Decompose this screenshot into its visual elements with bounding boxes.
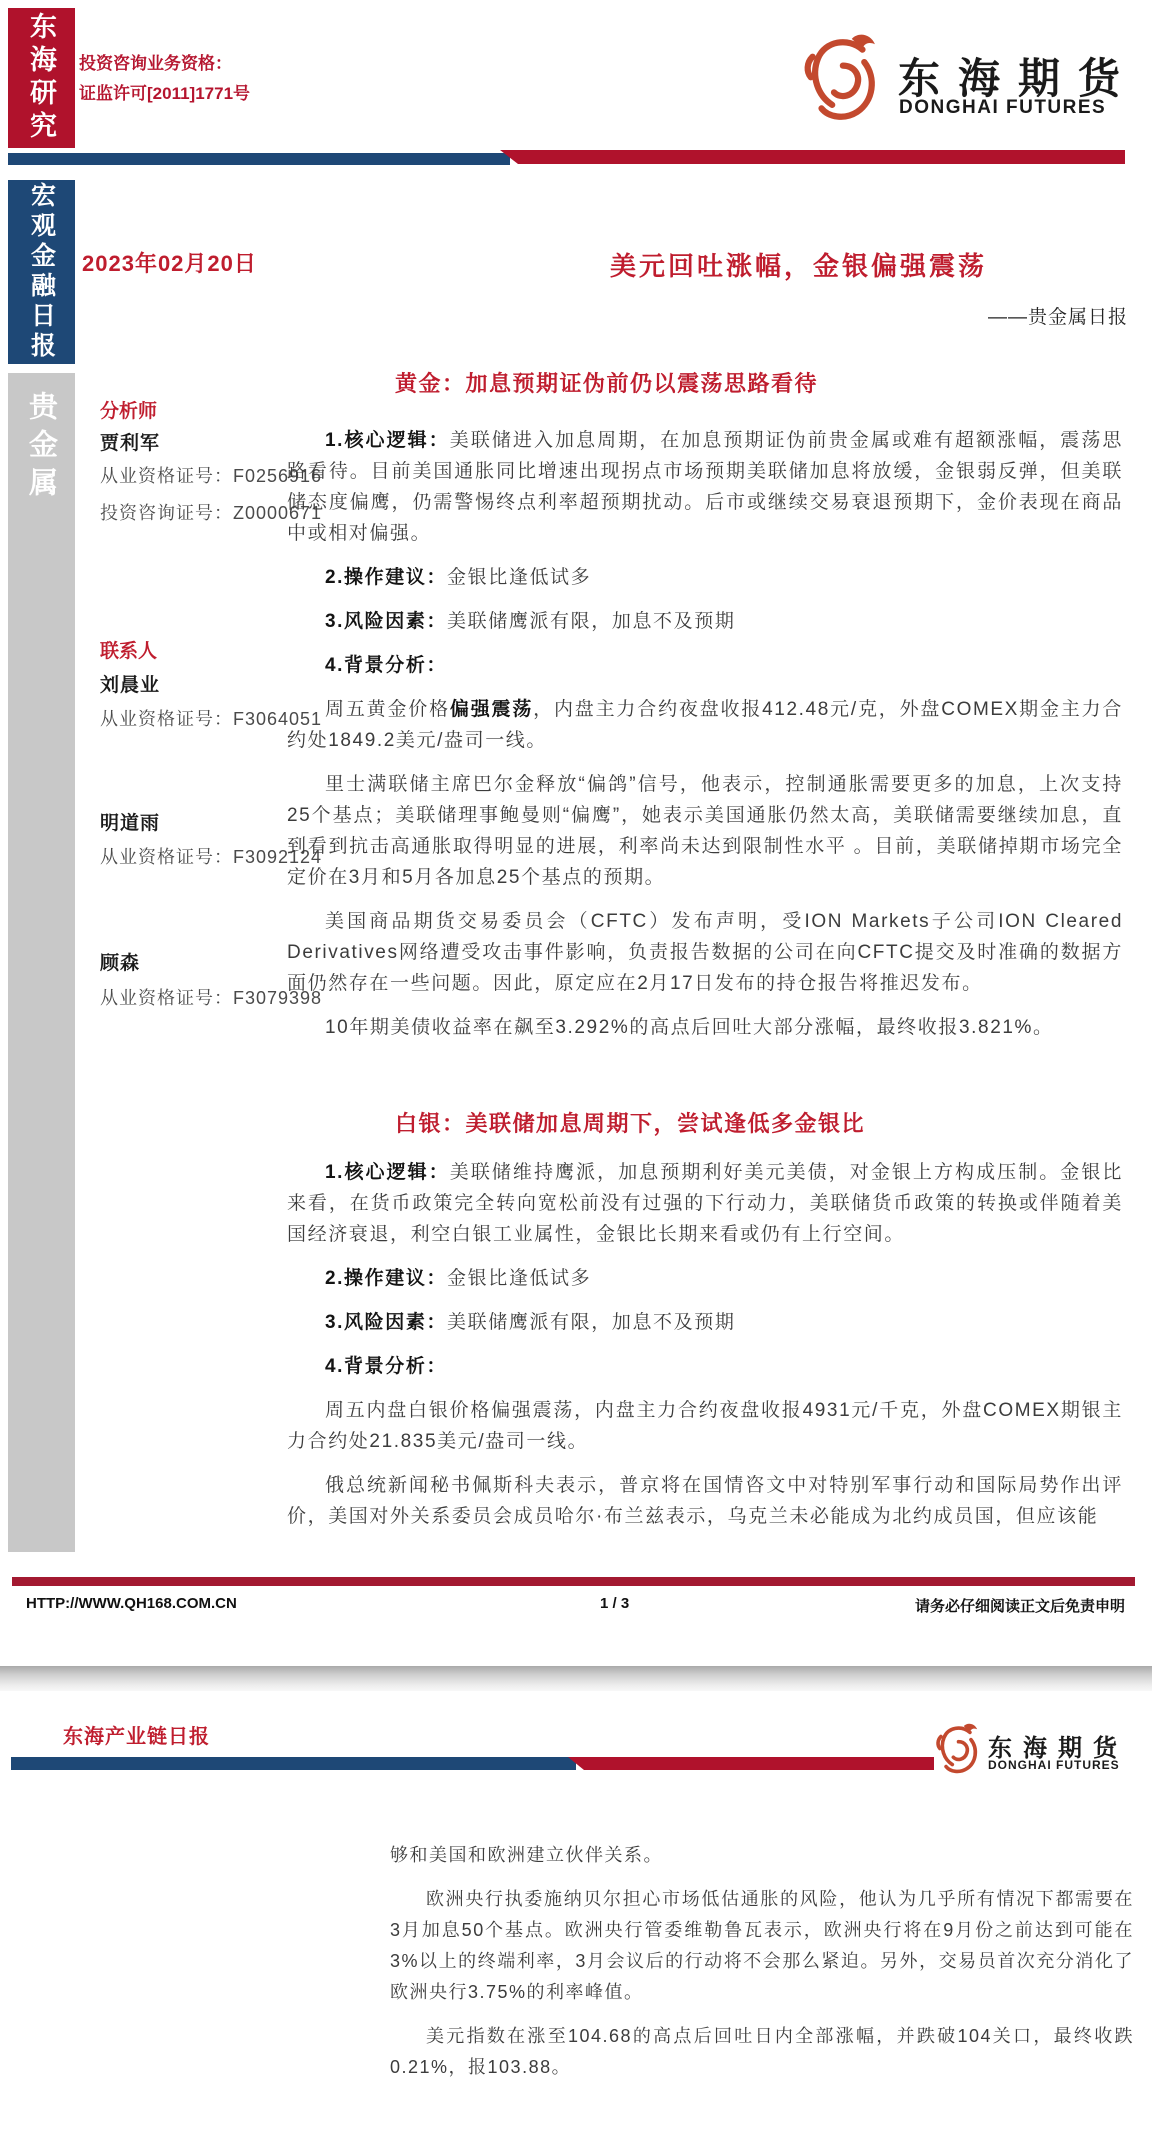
footer-url: HTTP://WWW.QH168.COM.CN: [26, 1595, 237, 1612]
silver-risk-text: 美联储鹰派有限，加息不及预期: [447, 1312, 736, 1333]
contact-name: 明道雨: [100, 813, 161, 834]
analyst-cert-1: 从业资格证号：F0256916: [100, 466, 323, 486]
dragon-logo-icon: [798, 30, 886, 128]
gold-background-paragraph-1: [287, 694, 1123, 756]
page2-logo-en-text: DONGHAI FUTURES: [988, 1758, 1120, 1772]
footer-disclaimer: 请务必仔细阅读正文后免责申明: [914, 1598, 1125, 1615]
analyst-role-label: 分析师: [100, 401, 158, 422]
main-text-column: [287, 369, 1123, 1545]
silver-advice-text: 金银比逢低试多: [447, 1268, 592, 1289]
gold-bg1-pre: 周五黄金价格: [325, 699, 450, 720]
page2-header-title: 东海产业链日报: [63, 1726, 210, 1748]
footer-page-number: 1 / 3: [600, 1595, 630, 1612]
license-line-2: 证监许可[2011]1771号: [79, 84, 251, 103]
report-title: 美元回吐涨幅，金银偏强震荡: [610, 251, 988, 281]
dragon-logo-icon: [933, 1721, 983, 1778]
gold-advice-paragraph: [287, 562, 1123, 593]
logo-cn-text: 东海期货: [898, 57, 1139, 103]
gold-background-paragraph-3: 美国商品期货交易委员会（CFTC）发布声明，受ION Markets子公司ION Cleared Derivatives网络遭受攻击事件影响，负责报告数据的公司在向CFTC提交及时准确的数据方面仍然存在一些问题。因此，原定应在2月17日发布的持仓报告将推迟发布。: [287, 911, 1123, 994]
gold-risk-paragraph: [287, 606, 1123, 637]
silver-background-label-paragraph: [287, 1351, 1123, 1382]
page2-paragraph-3: 美元指数在涨至104.68的高点后回吐日内全部涨幅，并跌破104关口，最终收跌0.21%，报103.88。: [390, 2026, 1134, 2077]
silver-background-label: 4.背景分析：: [325, 1356, 448, 1377]
contact-cert: 从业资格证号：F3079398: [100, 988, 323, 1008]
sidebar-section-precious-metals: 贵金属: [8, 373, 75, 1552]
analyst-name: 贾利军: [100, 433, 161, 454]
header-rule-red: [500, 150, 1125, 164]
gold-background-paragraph-4: 10年期美债收益率在飙至3.292%的高点后回吐大部分涨幅，最终收报3.821%。: [325, 1017, 1054, 1038]
contact-role-label: 联系人: [100, 641, 158, 662]
analyst-cert-2: 投资咨询证号：Z0000671: [100, 503, 323, 523]
company-logo: [798, 30, 886, 133]
license-text: [79, 49, 250, 109]
gold-section-heading: 黄金：加息预期证伪前仍以震荡思路看待: [395, 371, 819, 396]
silver-logic-text: 美联储维持鹰派，加息预期利好美元美债，对金银上方构成压制。金银比来看，在货币政策完全转向宽松前没有过强的下行动力，美联储货币政策的转换或伴随着美国经济衰退，利空白银工业属性，金银比长期来看或仍有上行空间。: [287, 1162, 1124, 1245]
gold-logic-paragraph: [287, 425, 1123, 549]
page2-rule-blue: [11, 1757, 576, 1770]
gold-risk-text: 美联储鹰派有限，加息不及预期: [447, 611, 736, 632]
page-divider: [0, 1666, 1152, 1691]
gold-risk-label: 3.风险因素：: [325, 611, 448, 632]
page2-rule-red: [568, 1757, 934, 1770]
silver-logic-paragraph: [287, 1157, 1123, 1250]
silver-section-heading: 白银：美联储加息周期下，尝试逢低多金银比: [395, 1111, 866, 1136]
report-date: 2023年02月20日: [82, 251, 257, 276]
brand-box-donghai-research: 东海研究: [8, 8, 75, 148]
gold-background-paragraph-2: 里士满联储主席巴尔金释放“偏鸽”信号，他表示，控制通胀需要更多的加息，上次支持25个基点；美联储理事鲍曼则“偏鹰”，她表示美国通胀仍然太高，美联储需要继续加息，直到看到抗击高通胀取得明显的进展，利率尚未达到限制性水平 。目前，美联储掉期市场完全定价在3月和5月各加息25个基点的预期。: [287, 774, 1123, 888]
gold-advice-text: 金银比逢低试多: [447, 567, 592, 588]
page2-company-logo: [933, 1721, 983, 1783]
page2-text-column: [390, 1840, 1134, 2096]
gold-bg1-post: ，内盘主力合约夜盘收报412.48元/克，外盘COMEX期金主力合约处1849.2美元/盎司一线。: [287, 699, 1123, 751]
silver-risk-label: 3.风险因素：: [325, 1312, 448, 1333]
gold-logic-text: 美联储进入加息周期，在加息预期证伪前贵金属或难有超额涨幅，震荡思路看待。目前美国通胀同比增速出现拐点市场预期美联储加息将放缓，金银弱反弹，但美联储态度偏鹰，仍需警惕终点利率超预期扰动。后市或继续交易衰退预期下，金价表现在商品中或相对偏强。: [287, 430, 1124, 544]
gold-background-label-paragraph: [287, 650, 1123, 681]
license-line-1: 投资咨询业务资格：: [79, 54, 232, 73]
page2-logo-cn-text: 东海期货: [988, 1736, 1128, 1762]
silver-advice-label: 2.操作建议：: [325, 1268, 448, 1289]
footer-rule: [12, 1577, 1135, 1586]
sidebar-report-type: 宏观金融日报: [8, 180, 75, 364]
gold-advice-label: 2.操作建议：: [325, 567, 448, 588]
contact-cert: 从业资格证号：F3092124: [100, 847, 323, 867]
silver-risk-paragraph: [287, 1307, 1123, 1338]
report-subtitle: ——贵金属日报: [987, 307, 1128, 328]
gold-background-label: 4.背景分析：: [325, 655, 448, 676]
contact-name: 顾森: [100, 953, 141, 974]
contact-cert: 从业资格证号：F3064051: [100, 709, 323, 729]
silver-logic-label: 1.核心逻辑：: [325, 1162, 450, 1183]
page2-paragraph-1: 够和美国和欧洲建立伙伴关系。: [390, 1845, 663, 1865]
logo-en-text: DONGHAI FUTURES: [899, 97, 1107, 118]
silver-background-paragraph-2: 俄总统新闻秘书佩斯科夫表示，普京将在国情咨文中对特别军事行动和国际局势作出评价，美国对外关系委员会成员哈尔·布兰兹表示，乌克兰未必能成为北约成员国，但应该能: [287, 1475, 1123, 1527]
silver-background-paragraph-1: 周五内盘白银价格偏强震荡，内盘主力合约夜盘收报4931元/千克，外盘COMEX期银主力合约处21.835美元/盎司一线。: [287, 1400, 1123, 1452]
silver-advice-paragraph: [287, 1263, 1123, 1294]
header-rule-blue: [8, 153, 510, 165]
gold-logic-label: 1.核心逻辑：: [325, 430, 450, 451]
gold-bg1-bold: 偏强震荡: [449, 699, 534, 720]
contact-name: 刘晨业: [100, 675, 161, 696]
page2-paragraph-2: 欧洲央行执委施纳贝尔担心市场低估通胀的风险，他认为几乎所有情况下都需要在3月加息50个基点。欧洲央行管委维勒鲁瓦表示，欧洲央行将在9月份之前达到可能在3%以上的终端利率，3月会议后的行动将不会那么紧迫。另外，交易员首次充分消化了欧洲央行3.75%的利率峰值。: [390, 1889, 1134, 2002]
